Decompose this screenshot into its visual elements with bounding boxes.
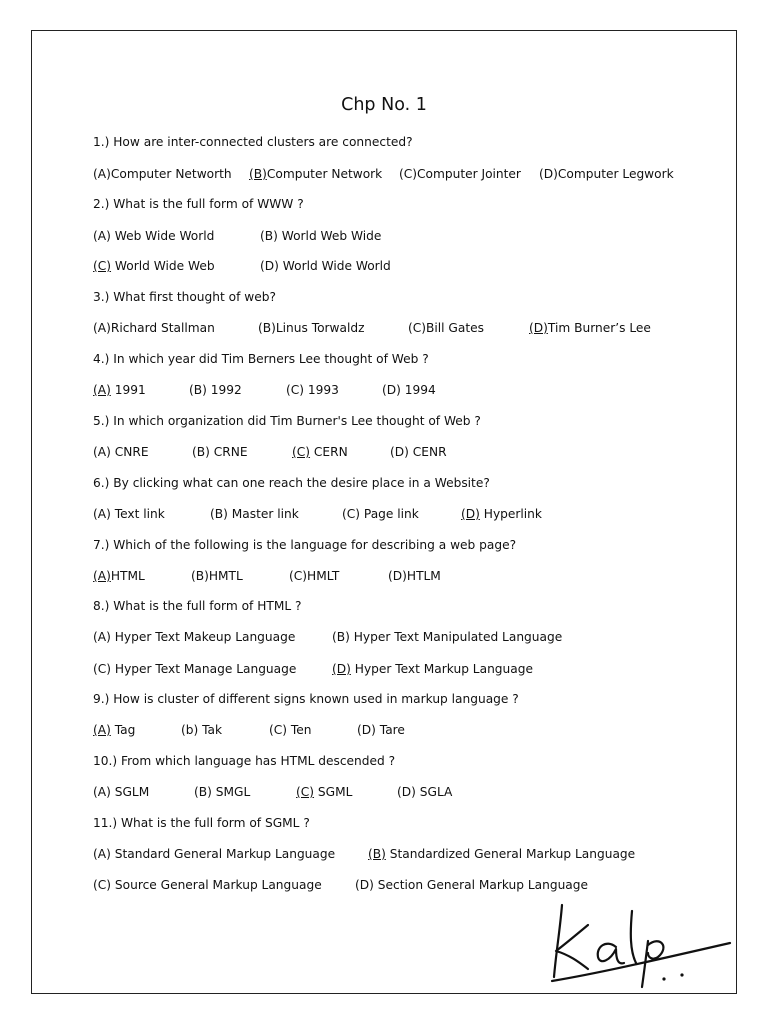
answer-option bbox=[332, 661, 533, 677]
option-text: Computer Jointer bbox=[417, 167, 521, 181]
option-label: (b) bbox=[181, 723, 199, 737]
answer-option bbox=[93, 506, 165, 522]
answer-option bbox=[539, 166, 674, 182]
option-label: (B) bbox=[260, 229, 278, 243]
option-label: (A) bbox=[93, 507, 111, 521]
option-text: Tare bbox=[375, 723, 405, 737]
option-text: Tag bbox=[110, 723, 136, 737]
answer-option bbox=[332, 629, 562, 645]
option-text: 1994 bbox=[400, 383, 436, 397]
option-text: HTLM bbox=[406, 569, 441, 583]
question-text: 4.) In which year did Tim Berners Lee thought of Web ? bbox=[93, 352, 429, 366]
option-text: Richard Stallman bbox=[110, 321, 215, 335]
answer-option bbox=[93, 661, 296, 677]
correct-option-label: (C) bbox=[292, 445, 311, 459]
option-text: Hyper Text Makeup Language bbox=[110, 630, 296, 644]
answer-option bbox=[93, 320, 215, 336]
answer-option bbox=[210, 506, 299, 522]
answer-option bbox=[189, 382, 242, 398]
answer-option bbox=[289, 568, 339, 584]
answer-option bbox=[357, 722, 405, 738]
option-label: (B) bbox=[192, 445, 210, 459]
answer-option bbox=[390, 444, 447, 460]
answer-option bbox=[93, 166, 232, 182]
option-text: Standard General Markup Language bbox=[110, 847, 336, 861]
options-row bbox=[93, 382, 693, 398]
answer-option bbox=[181, 722, 222, 738]
option-label: (D) bbox=[355, 878, 374, 892]
options-row bbox=[93, 320, 693, 336]
answer-option bbox=[388, 568, 441, 584]
option-text: World Web Wide bbox=[277, 229, 382, 243]
answer-option bbox=[191, 568, 243, 584]
options-row bbox=[93, 258, 693, 274]
answer-option bbox=[93, 382, 146, 398]
option-label: (C) bbox=[408, 321, 427, 335]
signature bbox=[540, 895, 735, 990]
option-text: Computer Legwork bbox=[557, 167, 674, 181]
option-text: Standardized General Markup Language bbox=[385, 847, 636, 861]
option-text: 1991 bbox=[110, 383, 146, 397]
option-label: (A) bbox=[93, 847, 111, 861]
question-text: 3.) What first thought of web? bbox=[93, 290, 276, 304]
option-label: (C) bbox=[289, 569, 308, 583]
options-row bbox=[93, 506, 693, 522]
correct-option-label: (D) bbox=[332, 662, 351, 676]
answer-option bbox=[461, 506, 542, 522]
option-label: (D) bbox=[388, 569, 407, 583]
correct-option-label: (B) bbox=[249, 167, 267, 181]
question-text: 11.) What is the full form of SGML ? bbox=[93, 816, 310, 830]
option-text: Tim Burner’s Lee bbox=[547, 321, 651, 335]
answer-option bbox=[194, 784, 250, 800]
correct-option-label: (A) bbox=[93, 383, 111, 397]
option-label: (D) bbox=[390, 445, 409, 459]
options-row bbox=[93, 722, 693, 738]
answer-option bbox=[408, 320, 484, 336]
answer-option bbox=[93, 722, 135, 738]
page-title: Chp No. 1 bbox=[341, 95, 427, 115]
options-row bbox=[93, 846, 693, 862]
option-text: SGLM bbox=[110, 785, 150, 799]
question-text: 7.) Which of the following is the language for describing a web page? bbox=[93, 538, 517, 552]
option-label: (D) bbox=[397, 785, 416, 799]
options-row bbox=[93, 444, 693, 460]
option-label: (C) bbox=[286, 383, 305, 397]
options-row bbox=[93, 877, 693, 893]
options-row bbox=[93, 166, 693, 182]
question-text: 9.) How is cluster of different signs known used in markup language ? bbox=[93, 692, 519, 706]
option-label: (D) bbox=[382, 383, 401, 397]
option-text: SGML bbox=[314, 785, 353, 799]
option-text: Hyper Text Manage Language bbox=[111, 662, 297, 676]
answer-option bbox=[93, 568, 145, 584]
option-label: (A) bbox=[93, 321, 111, 335]
option-text: Source General Markup Language bbox=[111, 878, 322, 892]
option-text: 1992 bbox=[206, 383, 242, 397]
answer-option bbox=[260, 228, 381, 244]
answer-option bbox=[258, 320, 365, 336]
option-text: SMGL bbox=[211, 785, 251, 799]
correct-option-label: (D) bbox=[461, 507, 480, 521]
option-text: World Wide Web bbox=[111, 259, 215, 273]
answer-option bbox=[382, 382, 436, 398]
option-text: Tak bbox=[198, 723, 223, 737]
question-text: 10.) From which language has HTML descended ? bbox=[93, 754, 396, 768]
answer-option bbox=[286, 382, 339, 398]
option-text: Computer Networth bbox=[110, 167, 232, 181]
option-text: Web Wide World bbox=[110, 229, 215, 243]
option-label: (A) bbox=[93, 445, 111, 459]
option-text: Bill Gates bbox=[426, 321, 484, 335]
option-label: (A) bbox=[93, 785, 111, 799]
option-text: HMLT bbox=[307, 569, 340, 583]
option-text: CENR bbox=[408, 445, 447, 459]
question-text: 1.) How are inter-connected clusters are connected? bbox=[93, 135, 413, 149]
answer-option bbox=[342, 506, 419, 522]
option-label: (C) bbox=[399, 167, 418, 181]
option-text: Master link bbox=[227, 507, 299, 521]
question-text: 2.) What is the full form of WWW ? bbox=[93, 197, 304, 211]
option-text: HMTL bbox=[208, 569, 243, 583]
option-text: Hyper Text Markup Language bbox=[350, 662, 533, 676]
option-text: Computer Network bbox=[266, 167, 383, 181]
option-text: 1993 bbox=[304, 383, 339, 397]
answer-option bbox=[93, 228, 214, 244]
option-text: HTML bbox=[110, 569, 145, 583]
answer-option bbox=[397, 784, 452, 800]
answer-option bbox=[355, 877, 588, 893]
option-label: (D) bbox=[357, 723, 376, 737]
option-label: (B) bbox=[194, 785, 212, 799]
question-text: 8.) What is the full form of HTML ? bbox=[93, 599, 302, 613]
option-text: CNRE bbox=[110, 445, 149, 459]
option-text: SGLA bbox=[415, 785, 453, 799]
correct-option-label: (B) bbox=[368, 847, 386, 861]
option-label: (B) bbox=[191, 569, 209, 583]
question-text: 5.) In which organization did Tim Burner's Lee thought of Web ? bbox=[93, 414, 481, 428]
options-row bbox=[93, 784, 693, 800]
answer-option bbox=[269, 722, 312, 738]
answer-option bbox=[93, 444, 149, 460]
correct-option-label: (D) bbox=[529, 321, 548, 335]
option-label: (B) bbox=[258, 321, 276, 335]
options-row bbox=[93, 568, 693, 584]
option-text: Page link bbox=[360, 507, 419, 521]
option-label: (C) bbox=[269, 723, 288, 737]
option-label: (C) bbox=[93, 662, 112, 676]
answer-option bbox=[260, 258, 391, 274]
option-label: (B) bbox=[332, 630, 350, 644]
option-text: CRNE bbox=[209, 445, 248, 459]
option-label: (D) bbox=[539, 167, 558, 181]
options-row bbox=[93, 228, 693, 244]
answer-option bbox=[93, 877, 322, 893]
option-label: (A) bbox=[93, 630, 111, 644]
answer-option bbox=[93, 846, 335, 862]
option-text: Text link bbox=[110, 507, 165, 521]
correct-option-label: (A) bbox=[93, 723, 111, 737]
answer-option bbox=[249, 166, 382, 182]
answer-option bbox=[292, 444, 348, 460]
answer-option bbox=[399, 166, 521, 182]
option-text: Hyper Text Manipulated Language bbox=[349, 630, 563, 644]
answer-option bbox=[93, 784, 149, 800]
answer-option bbox=[529, 320, 651, 336]
answer-option bbox=[296, 784, 352, 800]
option-text: Ten bbox=[287, 723, 312, 737]
option-text: Section General Markup Language bbox=[373, 878, 588, 892]
option-text: Linus Torwaldz bbox=[275, 321, 365, 335]
option-label: (C) bbox=[342, 507, 361, 521]
options-row bbox=[93, 661, 693, 677]
option-text: CERN bbox=[310, 445, 348, 459]
option-label: (D) bbox=[260, 259, 279, 273]
option-text: World Wide World bbox=[278, 259, 391, 273]
correct-option-label: (C) bbox=[93, 259, 112, 273]
answer-option bbox=[93, 629, 295, 645]
answer-option bbox=[368, 846, 635, 862]
option-text: Hyperlink bbox=[479, 507, 542, 521]
option-label: (B) bbox=[189, 383, 207, 397]
option-label: (A) bbox=[93, 167, 111, 181]
correct-option-label: (A) bbox=[93, 569, 111, 583]
option-label: (C) bbox=[93, 878, 112, 892]
option-label: (A) bbox=[93, 229, 111, 243]
answer-option bbox=[192, 444, 248, 460]
correct-option-label: (C) bbox=[296, 785, 315, 799]
answer-option bbox=[93, 258, 215, 274]
options-row bbox=[93, 629, 693, 645]
question-text: 6.) By clicking what can one reach the desire place in a Website? bbox=[93, 476, 490, 490]
option-label: (B) bbox=[210, 507, 228, 521]
